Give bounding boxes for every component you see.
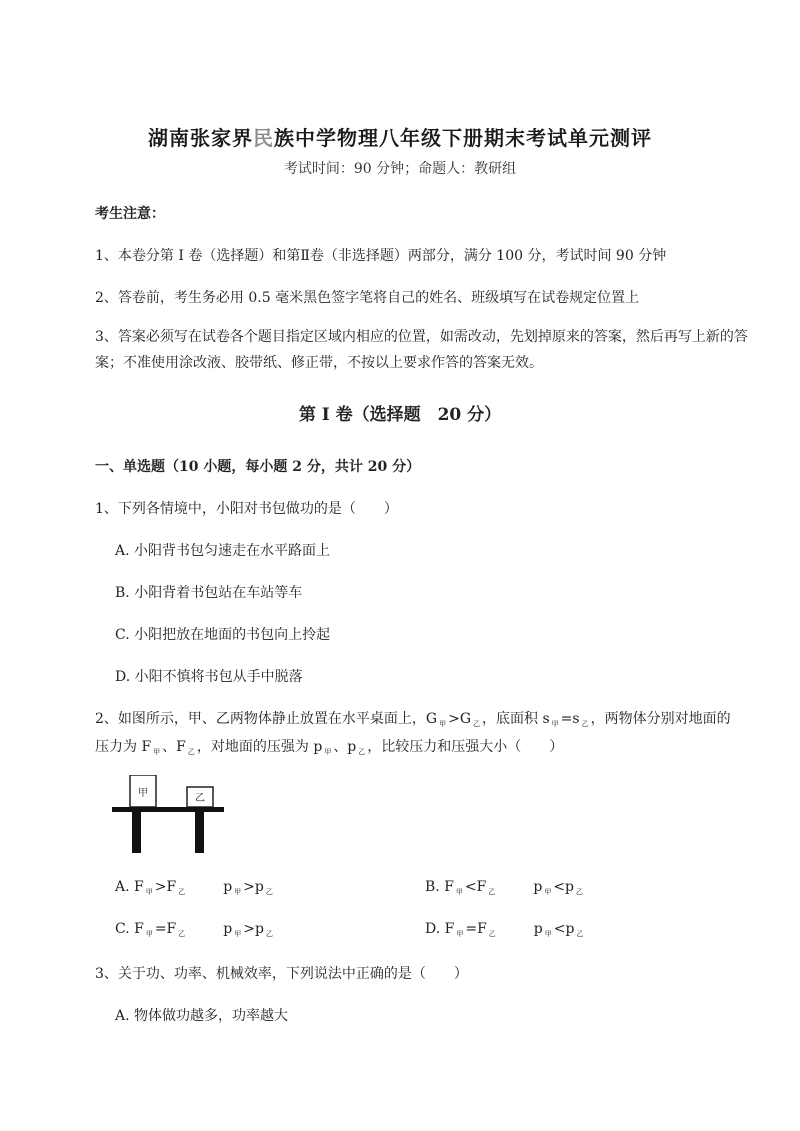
notice-item-3: 3、答案必须写在试卷各个题目指定区域内相应的位置，如需改动，先划掉原来的答案，然后再写上新的答案；不准使用涂改液、胶带纸、修正带，不按以上要求作答的答案无效。 [95, 329, 748, 371]
q2-option-c [115, 921, 275, 939]
opt-b-p: p [533, 879, 543, 895]
opt-a-f: A. F [115, 879, 144, 895]
opt-b-prel: <p [553, 879, 575, 895]
q2-text: ，底面积 s [482, 711, 550, 727]
q2-text: ，比较压力和压强大小（ ） [367, 739, 564, 755]
subscript-yi: 乙 [187, 748, 195, 756]
subscript-yi: 乙 [576, 930, 584, 938]
subscript-yi: 乙 [576, 888, 584, 896]
q1-option-b: B. 小阳背着书包站在车站等车 [115, 585, 303, 601]
subscript-yi: 乙 [178, 888, 186, 896]
subscript-yi: 乙 [581, 720, 589, 728]
section-title: 第 I 卷（选择题 20 分） [298, 405, 502, 425]
subscript-yi: 乙 [358, 748, 366, 756]
opt-c-p: p [223, 921, 233, 937]
q2-text: 压力为 F [95, 739, 152, 755]
subscript-jia: 甲 [455, 888, 463, 896]
part-heading: 一、单选题（10 小题，每小题 2 分，共计 20 分） [95, 459, 421, 475]
opt-d-frel: =F [465, 921, 487, 937]
title-text-2: 族中学物理八年级下册期末考试单元测评 [274, 126, 652, 150]
table-top [112, 807, 224, 812]
q2-text: 、p [333, 739, 357, 755]
q1-option-a: A. 小阳背书包匀速走在水平路面上 [115, 543, 331, 559]
table-figure [112, 775, 232, 855]
opt-d-p: p [533, 921, 543, 937]
question-1-stem: 1、下列各情境中，小阳对书包做功的是（ ） [95, 501, 398, 517]
subscript-jia: 甲 [324, 748, 332, 756]
q2-text: ，对地面的压强为 p [196, 739, 323, 755]
opt-a-prel: >p [243, 879, 264, 895]
subscript-jia: 甲 [544, 888, 552, 896]
opt-c-prel: >p [243, 921, 264, 937]
question-3-stem: 3、关于功、功率、机械效率，下列说法中正确的是（ ） [95, 966, 468, 982]
subscript-jia: 甲 [234, 888, 242, 896]
subscript-jia: 甲 [551, 720, 559, 728]
table-leg-left [132, 812, 141, 853]
opt-a-frel: >F [154, 879, 177, 895]
subscript-jia: 甲 [153, 748, 161, 756]
table-leg-right [195, 812, 204, 853]
title-text-1: 湖南张家界 [148, 126, 253, 150]
q2-text: =s [560, 711, 580, 727]
q2-option-a [115, 879, 275, 897]
opt-b-frel: <F [464, 879, 487, 895]
q3-option-a: A. 物体做功越多，功率越大 [115, 1008, 289, 1024]
box-yi-label: 乙 [195, 793, 205, 804]
opt-a-p: p [223, 879, 233, 895]
q2-text: >G [448, 711, 472, 727]
subscript-yi: 乙 [488, 888, 496, 896]
subscript-yi: 乙 [265, 930, 273, 938]
subscript-jia: 甲 [234, 930, 242, 938]
q2-text: 、F [162, 739, 186, 755]
opt-c-frel: =F [154, 921, 177, 937]
q2-text: ，两物体分别对地面的 [590, 711, 731, 727]
q2-text: 2、如图所示，甲、乙两物体静止放置在水平桌面上，G [95, 711, 438, 727]
subscript-jia: 甲 [145, 888, 153, 896]
subscript-jia: 甲 [456, 930, 464, 938]
subscript-jia: 甲 [145, 930, 153, 938]
subscript-jia: 甲 [544, 930, 552, 938]
opt-d-prel: <p [553, 921, 575, 937]
subscript-yi: 乙 [473, 720, 481, 728]
question-2-stem-line2 [95, 736, 563, 757]
q2-option-d [425, 921, 585, 939]
page-title [0, 122, 800, 151]
notice-item-1: 1、本卷分第 I 卷（选择题）和第Ⅱ卷（非选择题）两部分，满分 100 分，考试时间 90 分钟 [95, 248, 667, 264]
exam-subtitle: 考试时间：90 分钟；命题人：教研组 [283, 161, 517, 177]
opt-d-f: D. F [425, 921, 455, 937]
subscript-yi: 乙 [488, 930, 496, 938]
notice-heading: 考生注意： [95, 206, 165, 222]
notice-item-2: 2、答卷前，考生务必用 0.5 毫米黑色签字笔将自己的姓名、班级填写在试卷规定位置上 [95, 290, 640, 306]
subscript-yi: 乙 [265, 888, 273, 896]
subscript-yi: 乙 [178, 930, 186, 938]
question-2-stem-line1 [95, 708, 731, 729]
q1-option-c: C. 小阳把放在地面的书包向上拎起 [115, 627, 331, 643]
subscript-jia: 甲 [439, 720, 447, 728]
q2-option-b [425, 879, 585, 897]
opt-c-f: C. F [115, 921, 144, 937]
title-text-highlight: 民 [253, 126, 274, 150]
box-jia-label: 甲 [138, 788, 148, 799]
opt-b-f: B. F [425, 879, 454, 895]
q1-option-d: D. 小阳不慎将书包从手中脱落 [115, 669, 303, 685]
